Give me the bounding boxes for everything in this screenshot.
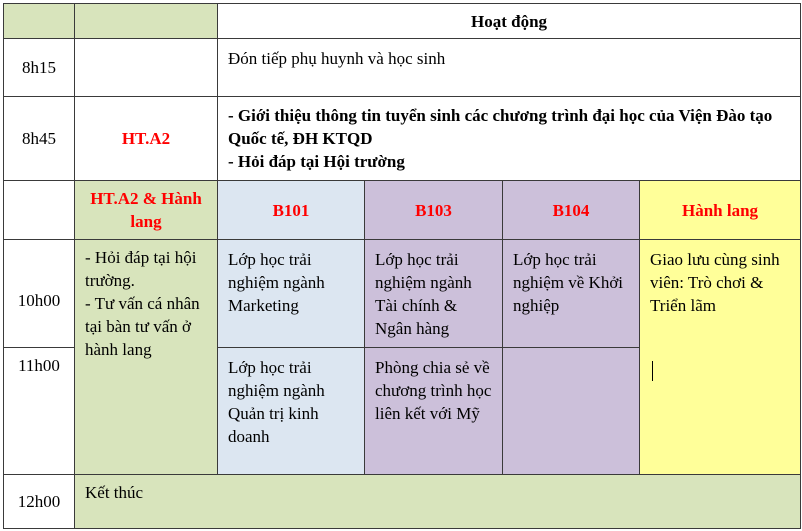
- time-cell: 8h15: [4, 39, 75, 97]
- header-empty-cell: [4, 4, 75, 39]
- activity-line: - Giới thiệu thông tin tuyển sinh các chương trình đại học của Viện Đào tạo Quốc tế, ĐH KTQD: [228, 106, 773, 148]
- location-empty-cell: [75, 39, 218, 97]
- table-row: [4, 39, 801, 97]
- time-cell: 11h00: [4, 348, 75, 475]
- header-activity: Hoạt động: [218, 4, 801, 39]
- time-cell: 8h45: [4, 97, 75, 181]
- location-header-b104: B104: [503, 181, 640, 240]
- location-header-b101: B101: [218, 181, 365, 240]
- b101-activity-cell: Lớp học trải nghiệm ngành Quản trị kinh doanh: [218, 348, 365, 475]
- b103-activity-cell: Lớp học trải nghiệm ngành Tài chính & Ngân hàng: [365, 240, 503, 348]
- hall-activity-line: - Hỏi đáp tại hội trường.: [85, 248, 197, 290]
- time-cell: 10h00: [4, 240, 75, 348]
- activity-cell: Kết thúc: [75, 475, 801, 529]
- table-row: [4, 181, 801, 240]
- b101-activity-cell: Lớp học trải nghiệm ngành Marketing: [218, 240, 365, 348]
- location-header-b103: B103: [365, 181, 503, 240]
- b103-activity-cell: Phòng chia sẻ về chương trình học liên kết với Mỹ: [365, 348, 503, 475]
- header-empty-cell: [75, 4, 218, 39]
- location-header-hall: HT.A2 & Hành lang: [75, 181, 218, 240]
- schedule-table: [3, 3, 801, 529]
- time-cell: 12h00: [4, 475, 75, 529]
- activity-cell: [218, 97, 801, 181]
- hall-activity-line: - Tư vấn cá nhân tại bàn tư vấn ở hành lang: [85, 294, 200, 359]
- table-row: [4, 240, 801, 348]
- table-row: [4, 4, 801, 39]
- b104-empty-cell: [503, 348, 640, 475]
- corridor-activity-text: Giao lưu cùng sinh viên: Trò chơi & Triển lãm: [650, 250, 780, 315]
- activity-line: - Hỏi đáp tại Hội trường: [228, 152, 405, 171]
- corridor-activity-cell: [640, 240, 801, 475]
- location-header-corridor: Hành lang: [640, 181, 801, 240]
- time-empty-cell: [4, 181, 75, 240]
- location-cell: HT.A2: [75, 97, 218, 181]
- table-row: [4, 97, 801, 181]
- table-row: [4, 475, 801, 529]
- b104-activity-cell: Lớp học trải nghiệm về Khởi nghiệp: [503, 240, 640, 348]
- hall-activity-cell: [75, 240, 218, 475]
- text-cursor: [652, 361, 653, 381]
- activity-cell: Đón tiếp phụ huynh và học sinh: [218, 39, 801, 97]
